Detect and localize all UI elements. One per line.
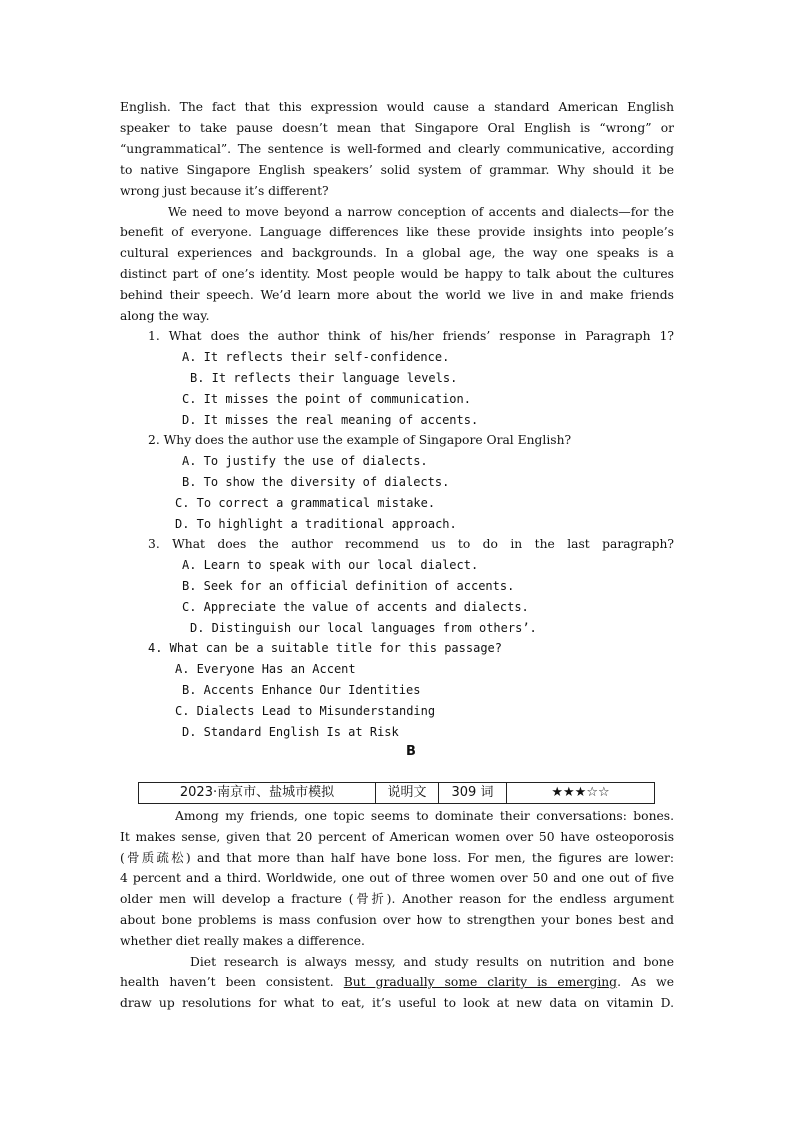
passage-b-line: Diet research is always messy, and study results on nutrition and bone xyxy=(190,955,674,969)
passage-b-line: older men will develop a fracture (骨折). Another reason for the endless argument xyxy=(120,892,674,906)
passage-b-line-underlined xyxy=(120,972,674,992)
question-2-option-a[interactable]: A. To justify the use of dialects. xyxy=(182,454,428,468)
question-1-stem: 1. What does the author think of his/her friends’ response in Paragraph 1? xyxy=(148,329,674,343)
passage-line: We need to move beyond a narrow conception of accents and dialects—for the xyxy=(168,205,674,219)
word-count-cell: 309 词 xyxy=(451,785,494,800)
passage-line: behind their speech. We’d learn more about the world we live in and make friends xyxy=(120,288,674,302)
passage-b-line: whether diet really makes a difference. xyxy=(120,934,365,948)
question-1-option-c[interactable]: C. It misses the point of communication. xyxy=(182,392,471,406)
text-segment: health haven’t been consistent. xyxy=(120,975,344,989)
question-4-option-d[interactable]: D. Standard English Is at Risk xyxy=(182,725,399,739)
question-4-stem: 4. What can be a suitable title for this passage? xyxy=(148,641,503,655)
passage-b-line: It makes sense, given that 20 percent of American women over 50 have osteoporosis xyxy=(120,830,674,844)
passage-line: speaker to take pause doesn’t mean that Singapore Oral English is “wrong” or xyxy=(120,121,674,135)
passage-line: benefit of everyone. Language differences like these provide insights into people’s xyxy=(120,225,674,239)
question-4-option-c[interactable]: C. Dialects Lead to Misunderstanding xyxy=(175,704,436,718)
question-4-option-b[interactable]: B. Accents Enhance Our Identities xyxy=(182,683,421,697)
question-2-option-c[interactable]: C. To correct a grammatical mistake. xyxy=(175,496,436,510)
passage-b-line: draw up resolutions for what to eat, it’s useful to look at new data on vitamin D. xyxy=(120,996,674,1010)
question-3-option-b[interactable]: B. Seek for an official definition of accents. xyxy=(182,579,515,593)
question-1-option-b[interactable]: B. It reflects their language levels. xyxy=(190,371,458,385)
genre-cell: 说明文 xyxy=(387,785,427,800)
passage-info-box xyxy=(138,782,655,804)
passage-line: wrong just because it’s different? xyxy=(120,184,329,198)
question-2-option-d[interactable]: D. To highlight a traditional approach. xyxy=(175,517,457,531)
question-2-stem: 2. Why does the author use the example of Singapore Oral English? xyxy=(148,433,572,447)
passage-line: to native Singapore English speakers’ solid system of grammar. Why should it be xyxy=(120,163,674,177)
passage-b-line: (骨质疏松) and that more than half have bone loss. For men, the figures are lower: xyxy=(120,851,674,865)
difficulty-cell: ★★★☆☆ xyxy=(551,785,610,800)
question-3-option-d[interactable]: D. Distinguish our local languages from others’. xyxy=(190,621,537,635)
section-label: B xyxy=(406,744,416,759)
question-1-option-a[interactable]: A. It reflects their self-confidence. xyxy=(182,350,450,364)
source-cell: 2023·南京市、盐城市模拟 xyxy=(179,785,335,800)
passage-line: distinct part of one’s identity. Most people would be happy to talk about the cultures xyxy=(120,267,674,281)
question-4-option-a[interactable]: A. Everyone Has an Accent xyxy=(175,662,356,676)
passage-b-line: Among my friends, one topic seems to dominate their conversations: bones. xyxy=(175,809,674,823)
passage-line: English. The fact that this expression would cause a standard American English xyxy=(120,100,674,114)
question-2-option-b[interactable]: B. To show the diversity of dialects. xyxy=(182,475,450,489)
passage-b-line: 4 percent and a third. Worldwide, one out of three women over 50 and one out of five xyxy=(120,871,674,885)
question-3-option-c[interactable]: C. Appreciate the value of accents and dialects. xyxy=(182,600,529,614)
passage-line: “ungrammatical”. The sentence is well-formed and clearly communicative, according xyxy=(120,142,674,156)
passage-line: cultural experiences and backgrounds. In a global age, the way one speaks is a xyxy=(120,246,674,260)
passage-b-line: about bone problems is mass confusion over how to strengthen your bones best and xyxy=(120,913,674,927)
underlined-sentence: But gradually some clarity is emerging xyxy=(343,975,618,989)
question-3-option-a[interactable]: A. Learn to speak with our local dialect. xyxy=(182,558,479,572)
question-1-option-d[interactable]: D. It misses the real meaning of accents. xyxy=(182,413,479,427)
text-segment: . As we xyxy=(617,975,674,989)
question-3-stem: 3. What does the author recommend us to do in the last paragraph? xyxy=(148,537,674,551)
passage-line: along the way. xyxy=(120,309,210,323)
